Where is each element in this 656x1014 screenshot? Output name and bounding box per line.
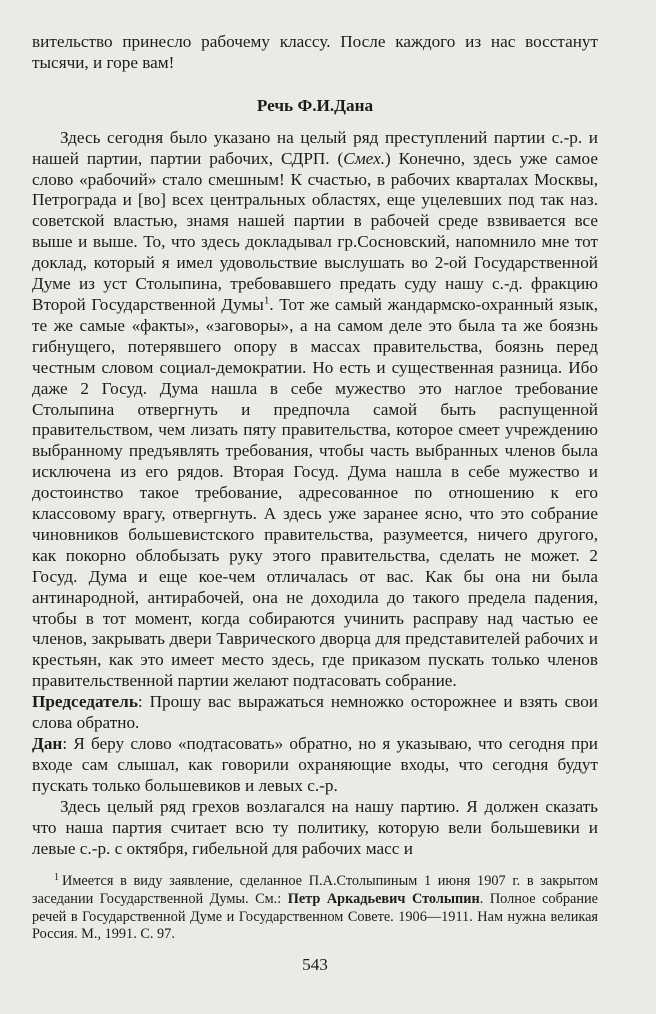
main-text (32, 32, 598, 859)
stage-direction: Смех. (343, 148, 386, 168)
footnote-number: 1 (54, 871, 59, 883)
paragraph: Здесь целый ряд грехов возлагался на нашу партию. Я должен сказать что наша партия считает всю ту политику, которую вели большевики и левые с.-р. с октября, гибельной для рабочих масс и (32, 796, 598, 858)
footnotes (32, 873, 598, 943)
continued-text: вительство принесло рабочему классу. После каждого из нас восстанут тысячи, и горе вам! (32, 32, 598, 72)
speech-heading: Речь Ф.И.Дана (256, 95, 374, 115)
footnote: $^1$ Имеется в виду заявление, сделанное П.А.Столыпиным 1 июня 1907 г. в закрытом заседании Государственной Думы. См.: Петр Аркадьевич Столыпин. Полное собрание речей в Государственной Думе и Государственном Совете. 1906—1911. Нам нужна великая Россия. М., 1991. С. 97. (32, 871, 598, 943)
speaker-name: Дан (32, 734, 63, 753)
chairman-remark: Председатель: Прошу вас выражаться немножко осторожнее и взять свои слова обратно. (32, 692, 598, 733)
speaker-name: Председатель (32, 692, 138, 712)
paragraph: Здесь сегодня было указано на целый ряд преступлений партии с.-р. и нашей партии, партии рабочих, СДРП. (Смех.) Конечно, здесь уже самое слово «рабочий» стало смешным! К счастью, в рабочих кварталах Москвы, Петрограда и [во] всех центральных областях, еще уцелевших под так наз. советской властью, знамя нашей партии в рабочей среде взвивается все выше и выше. То, что здесь докладывал гр.Сосновский, напомнило мне тот доклад, который я имел удовольствие выслушать во 2-ой Государственной Думе из уст Столыпина, требовавшего предать суду нашу с.-д. фракцию Второй Государственной Думы$^1$. Тот же самый жандармско-охранный язык, те же самые «факты», «заговоры», а на самом деле это была та же боязнь гибнущего, потерявшего опору в массах правительства, боязнь перед честным словом социал-демократии. Но есть и существенная разница. Ибо даже 2 Госуд. Дума нашла в себе мужество это наглое требование Столыпина отвергнуть и предпочла самой быть распущенной правительством, чем лизать пяту правительства, которое смеет учреждению выбранному предъявлять требования, чтобы часть выбранных членов была исключена из его рядов. Вторая Госуд. Дума нашла в себе мужество и достоинство такое требование, адресованное по отношению к его классовому врагу, отвергнуть. А здесь уже заранее ясно, что это собрание чиновников большевистского правительства, разумеется, ничего другого, как покорно облобызать руку этого правительства, сделать не может. 2 Госуд. Дума и еще кое-чем отличалась от вас. Как бы она ни была антинародной, антирабочей, она не доходила до такого предела падения, чтобы в тот момент, когда собираются учинить расправу над частью ее членов, закрывать двери Таврического дворца для представителей рабочих и крестьян, как это имеет место здесь, где приказом пускать только членов правительственной партии желают подтасовать собрание. (32, 127, 598, 691)
page-number: 543 (302, 955, 328, 974)
footnote-reference: 1 (263, 294, 270, 307)
dan-reply: Дан: Я беру слово «подтасовать» обратно, но я указываю, что сегодня при входе сам слышал, как говорили охраняющие входы, что сегодня будут пускать только большевиков и левых с.-р. (32, 734, 598, 795)
